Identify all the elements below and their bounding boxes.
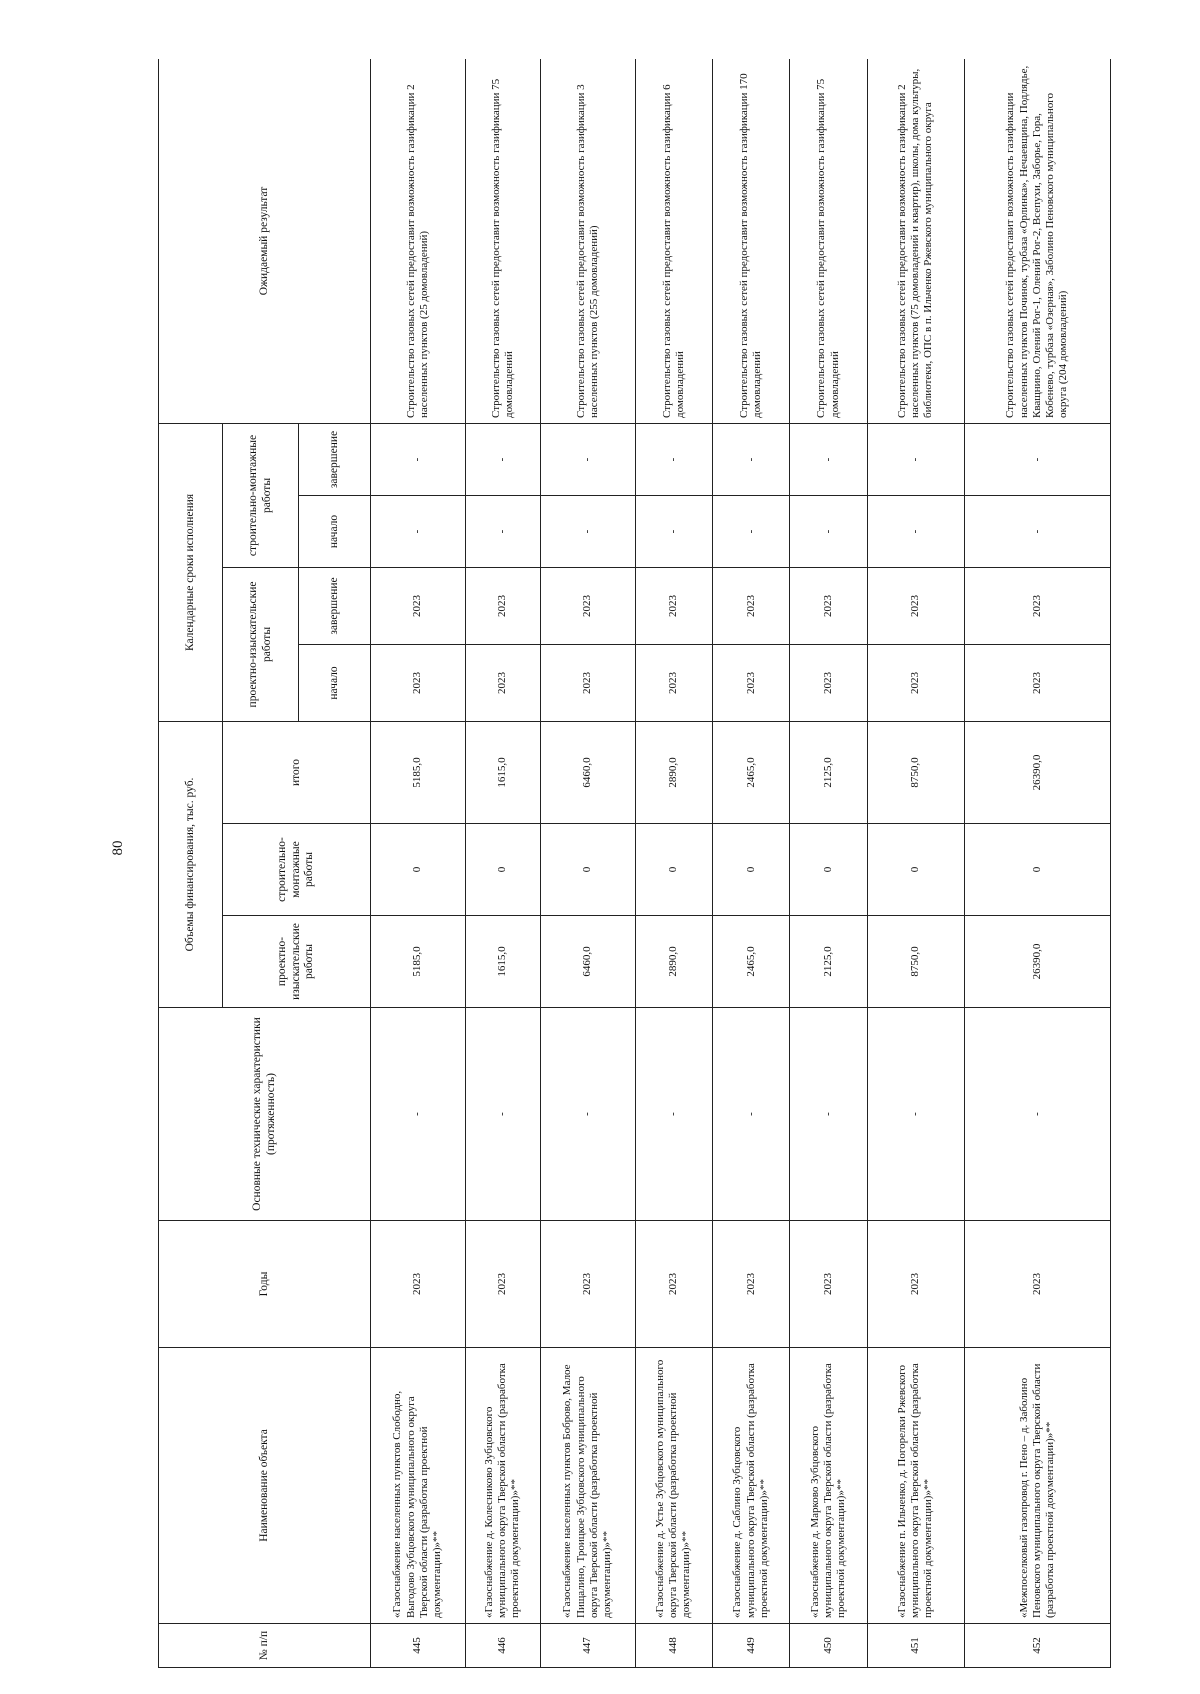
row-year: 2023 (465, 1221, 540, 1348)
header-constr-start: начало (299, 495, 371, 567)
tech-characteristics: - (371, 1008, 466, 1221)
construction-end: - (713, 423, 790, 495)
row-number: 450 (790, 1624, 867, 1668)
table-row (371, 59, 466, 1668)
row-year: 2023 (713, 1221, 790, 1348)
tech-characteristics: - (867, 1008, 964, 1221)
header-schedule: Календарные сроки исполнения (159, 423, 223, 721)
construction-start: - (790, 495, 867, 567)
financing-construction: 0 (371, 824, 466, 916)
design-end: 2023 (635, 567, 712, 644)
financing-design: 2465,0 (713, 916, 790, 1008)
financing-design: 26390,0 (964, 916, 1110, 1008)
object-name: «Газоснабжение д. Марково Зубцовского муниципального округа Тверской области (разработка проектной документации)»** (790, 1348, 867, 1624)
table-row (540, 59, 635, 1668)
object-name: «Газоснабжение населенных пунктов Слободно, Выгодово Зубцовского муниципального округа Тверской области (разработка проектной документации)»** (371, 1348, 466, 1624)
construction-start: - (964, 495, 1110, 567)
tech-characteristics: - (713, 1008, 790, 1221)
row-number: 445 (371, 1624, 466, 1668)
financing-total: 26390,0 (964, 721, 1110, 823)
design-start: 2023 (540, 644, 635, 721)
expected-result: Строительство газовых сетей предоставит возможность газификации 6 домовладений (635, 59, 712, 423)
table-row (713, 59, 790, 1668)
construction-start: - (713, 495, 790, 567)
design-start: 2023 (371, 644, 466, 721)
expected-result: Строительство газовых сетей предоставит возможность газификации 3 населенных пунктов (255 домовладений) (540, 59, 635, 423)
financing-total: 6460,0 (540, 721, 635, 823)
header-sched-design: проектно-изыскательские работы (223, 567, 299, 721)
table-row (867, 59, 964, 1668)
header-fin-total: итого (223, 721, 371, 823)
object-name: «Газоснабжение п. Ильченко, д. Погорелки Ржевского муниципального округа Тверской области (разработка проектной документации)»** (867, 1348, 964, 1624)
header-sched-construction: строительно-монтажные работы (223, 423, 299, 567)
financing-design: 5185,0 (371, 916, 466, 1008)
financing-construction: 0 (465, 824, 540, 916)
expected-result: Строительство газовых сетей предоставит возможность газификации 75 домовладений (790, 59, 867, 423)
expected-result: Строительство газовых сетей предоставит возможность газификации 2 населенных пунктов (25 домовладений) (371, 59, 466, 423)
financing-construction: 0 (713, 824, 790, 916)
financing-total: 2465,0 (713, 721, 790, 823)
design-end: 2023 (964, 567, 1110, 644)
expected-result: Строительство газовых сетей предоставит возможность газификации населенных пунктов Починок, турбаза «Орлинка», Нечаевщина, Подлядье, Кващнино, Олений Рог-1, Олений Рог-2, Всепухи, Заборье, Гора, Кобенево, турбаза «Озерная», Заболино Пеновского муниципального округа (204 домовладений) (964, 59, 1110, 423)
financing-construction: 0 (964, 824, 1110, 916)
design-start: 2023 (964, 644, 1110, 721)
row-number: 448 (635, 1624, 712, 1668)
row-year: 2023 (790, 1221, 867, 1348)
object-name: «Газоснабжение д. Саблино Зубцовского муниципального округа Тверской области (разработка проектной документации)»** (713, 1348, 790, 1624)
construction-start: - (867, 495, 964, 567)
construction-end: - (540, 423, 635, 495)
financing-design: 2125,0 (790, 916, 867, 1008)
object-name: «Газоснабжение д. Колесниково Зубцовского муниципального округа Тверской области (разработка проектной документации)»** (465, 1348, 540, 1624)
row-number: 449 (713, 1624, 790, 1668)
financing-construction: 0 (790, 824, 867, 916)
construction-start: - (635, 495, 712, 567)
expected-result: Строительство газовых сетей предоставит возможность газификации 170 домовладений (713, 59, 790, 423)
construction-start: - (371, 495, 466, 567)
page-number: 80 (110, 840, 126, 856)
design-start: 2023 (465, 644, 540, 721)
design-end: 2023 (867, 567, 964, 644)
table-row (790, 59, 867, 1668)
construction-end: - (964, 423, 1110, 495)
financing-construction: 0 (635, 824, 712, 916)
construction-end: - (465, 423, 540, 495)
header-constr-end: завершение (299, 423, 371, 495)
tech-characteristics: - (790, 1008, 867, 1221)
financing-total: 2890,0 (635, 721, 712, 823)
financing-design: 6460,0 (540, 916, 635, 1008)
tech-characteristics: - (540, 1008, 635, 1221)
gasification-objects-table (158, 59, 1111, 1668)
construction-start: - (465, 495, 540, 567)
construction-start: - (540, 495, 635, 567)
landscape-page (158, 59, 1111, 1668)
header-fin-construction: строительно-монтажные работы (223, 824, 371, 916)
design-start: 2023 (635, 644, 712, 721)
header-name: Наименование объекта (159, 1348, 371, 1624)
header-result: Ожидаемый результат (159, 59, 371, 423)
header-years: Годы (159, 1221, 371, 1348)
tech-characteristics: - (635, 1008, 712, 1221)
expected-result: Строительство газовых сетей предоставит возможность газификации 2 населенных пунктов (75 домовладений и квартир), школы, дома культуры, библиотеки, ОПС в п. Ильченко Ржевского муниципального округа (867, 59, 964, 423)
object-name: «Газоснабжение д. Устье Зубцовского муниципального округа Тверской области (разработка проектной документации)»** (635, 1348, 712, 1624)
row-number: 447 (540, 1624, 635, 1668)
row-year: 2023 (371, 1221, 466, 1348)
row-year: 2023 (540, 1221, 635, 1348)
design-end: 2023 (371, 567, 466, 644)
header-tech: Основные технические характеристики (протяженность) (159, 1008, 371, 1221)
design-start: 2023 (713, 644, 790, 721)
design-end: 2023 (790, 567, 867, 644)
financing-total: 1615,0 (465, 721, 540, 823)
tech-characteristics: - (465, 1008, 540, 1221)
header-no: № п/п (159, 1624, 371, 1668)
financing-design: 2890,0 (635, 916, 712, 1008)
table-row (635, 59, 712, 1668)
rotated-table-frame (158, 59, 1111, 1668)
construction-end: - (867, 423, 964, 495)
design-end: 2023 (713, 567, 790, 644)
financing-design: 1615,0 (465, 916, 540, 1008)
financing-construction: 0 (867, 824, 964, 916)
design-start: 2023 (790, 644, 867, 721)
row-number: 446 (465, 1624, 540, 1668)
financing-total: 8750,0 (867, 721, 964, 823)
table-row (964, 59, 1110, 1668)
expected-result: Строительство газовых сетей предоставит возможность газификации 75 домовладений (465, 59, 540, 423)
row-number: 452 (964, 1624, 1110, 1668)
financing-total: 2125,0 (790, 721, 867, 823)
header-design-start: начало (299, 644, 371, 721)
header-fin-design: проектно-изыскательские работы (223, 916, 371, 1008)
tech-characteristics: - (964, 1008, 1110, 1221)
design-end: 2023 (465, 567, 540, 644)
table-row (465, 59, 540, 1668)
row-number: 451 (867, 1624, 964, 1668)
financing-construction: 0 (540, 824, 635, 916)
financing-total: 5185,0 (371, 721, 466, 823)
construction-end: - (790, 423, 867, 495)
construction-end: - (371, 423, 466, 495)
row-year: 2023 (964, 1221, 1110, 1348)
financing-design: 8750,0 (867, 916, 964, 1008)
row-year: 2023 (867, 1221, 964, 1348)
design-end: 2023 (540, 567, 635, 644)
row-year: 2023 (635, 1221, 712, 1348)
header-design-end: завершение (299, 567, 371, 644)
object-name: «Межпоселковый газопровод г. Пено – д. Заболино Пеновского муниципального округа Тверской области (разработка проектной документации)»** (964, 1348, 1110, 1624)
header-financing: Объемы финансирования, тыс. руб. (159, 721, 223, 1007)
construction-end: - (635, 423, 712, 495)
design-start: 2023 (867, 644, 964, 721)
object-name: «Газоснабжение населенных пунктов Боброво, Малое Пищалино, Троицкое Зубцовского муниципального округа Тверской области (разработка проектной документации)»** (540, 1348, 635, 1624)
